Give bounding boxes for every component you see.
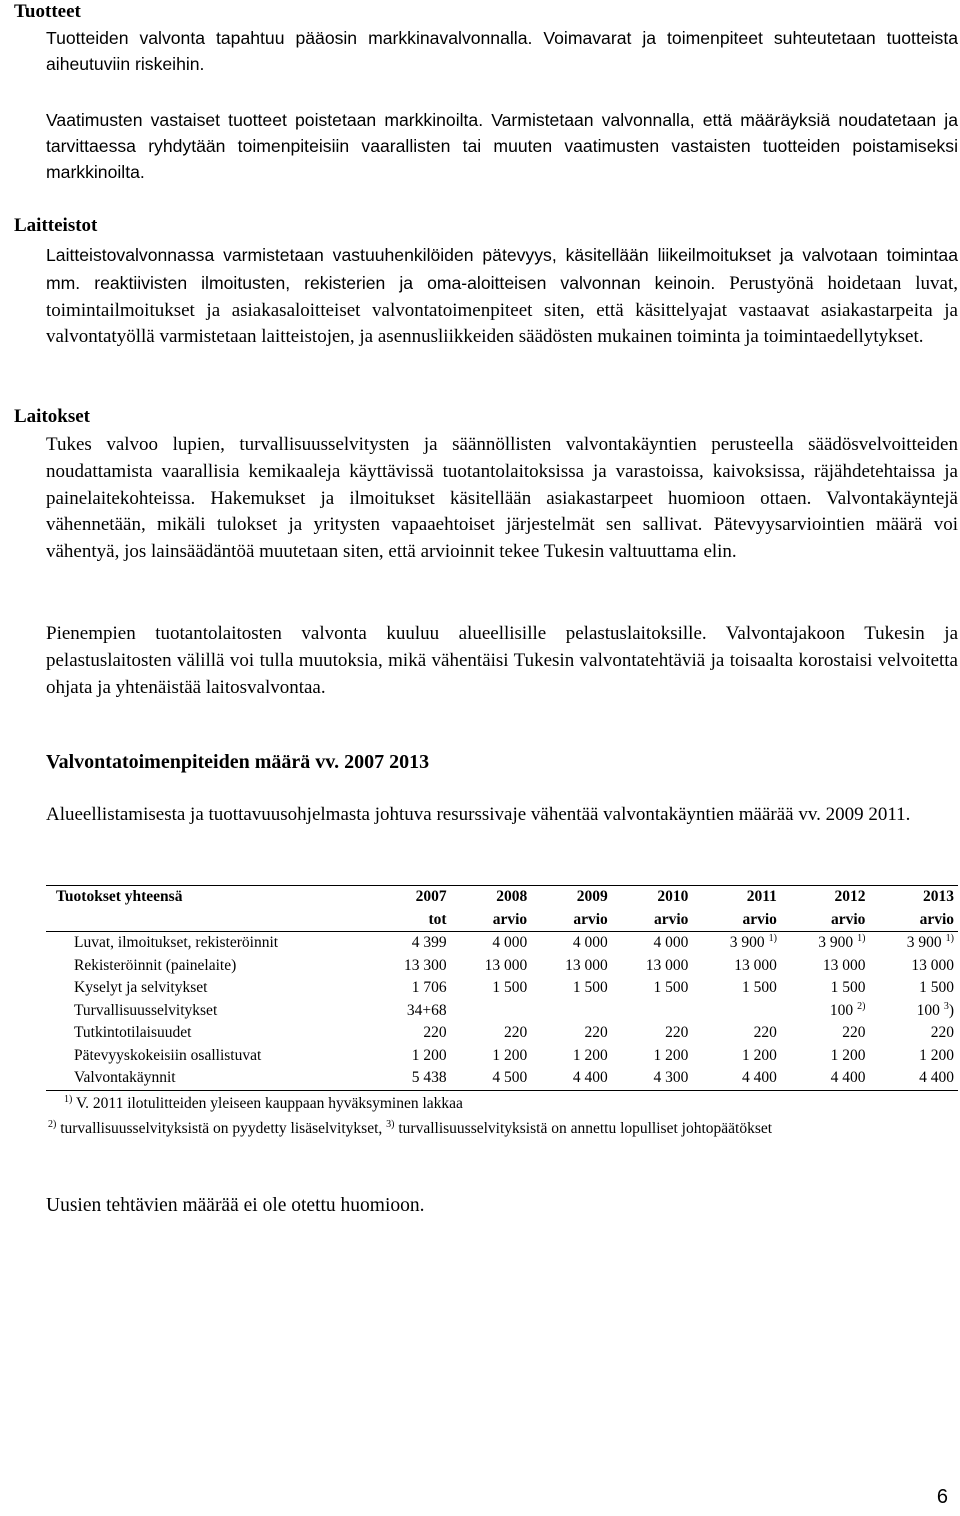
table-cell	[531, 932, 612, 955]
table-cell	[612, 977, 693, 1000]
cell-footnote-mark: 1)	[945, 933, 954, 944]
table-cell	[612, 932, 693, 955]
cell-value: 1 200	[919, 1046, 954, 1064]
cell-value: 4 000	[653, 934, 689, 951]
table-cell	[451, 955, 532, 978]
heading-laitteistot: Laitteistot	[14, 215, 98, 236]
table-cell	[451, 1045, 532, 1068]
table-cell	[451, 1022, 532, 1045]
table-row	[46, 977, 958, 1000]
table-cell	[370, 977, 451, 1000]
cell-value: 1 500	[919, 979, 954, 996]
cell-footnote-close: )	[948, 1001, 954, 1019]
table-cell	[370, 955, 451, 978]
closing-note: Uusien tehtävien määrää ei ole otettu huomioon.	[46, 1195, 425, 1216]
heading-laitokset: Laitokset	[14, 406, 90, 427]
cell-value: 1 706	[411, 979, 447, 996]
status-header: arvio	[531, 909, 612, 932]
table-cell	[612, 1000, 693, 1023]
table-cell	[781, 1000, 870, 1023]
table-cell	[370, 1045, 451, 1068]
footnotes	[48, 1091, 954, 1141]
cell-value: 100	[916, 1001, 940, 1019]
table-cell	[781, 932, 870, 955]
table-cell	[869, 1000, 958, 1023]
footnote-1	[64, 1091, 954, 1116]
table-cell	[692, 1000, 781, 1023]
page-number: 6	[936, 1486, 948, 1508]
cell-value: 4 500	[492, 1069, 528, 1086]
table-cell	[869, 955, 958, 978]
cell-value: 3 900	[729, 934, 765, 951]
cell-value: 1 500	[742, 979, 777, 996]
table-cell	[692, 1022, 781, 1045]
status-header: arvio	[692, 909, 781, 932]
cell-value: 220	[665, 1024, 689, 1041]
cell-footnote-mark: 1)	[857, 933, 866, 944]
laitteistot-paragraph	[46, 242, 958, 351]
row-label: Rekisteröinnit (painelaite)	[74, 956, 237, 974]
status-header: arvio	[612, 909, 693, 932]
footnote-2-text: turvallisuusselvityksistä on pyydetty lisäselvitykset,	[60, 1120, 383, 1137]
cell-value: 13 000	[565, 956, 608, 974]
cell-footnote-mark: 2)	[857, 1000, 866, 1012]
table-cell	[612, 1045, 693, 1068]
year-header: 2013	[869, 886, 958, 909]
cell-value: 5 438	[411, 1069, 447, 1086]
footnote-2-mark: 2)	[48, 1119, 57, 1130]
table-cell	[692, 955, 781, 978]
cell-value: 1 200	[653, 1046, 689, 1064]
measures-intro: Alueellistamisesta ja tuottavuusohjelmasta johtuva resurssivaje vähentää valvontakäyntien määrää vv. 2009 2011.	[46, 804, 911, 825]
measures-title: Valvontatoimenpiteiden määrä vv. 2007 2013	[46, 751, 430, 773]
laitokset-paragraph-2: Pienempien tuotantolaitosten valvonta kuuluu alueellisille pelastuslaitoksille. Valvontajakoon Tukesin ja pelastuslaitosten välillä voi tulla muutoksia, mikä vähentäisi Tukesin valvontatehtäviä ja toisaalta korostaisi velvoitetta ohjata ja yhtenäistää laitosvalvontaa.	[46, 623, 958, 698]
table-cell	[531, 1022, 612, 1045]
table-row	[46, 955, 958, 978]
cell-value: 1 500	[830, 979, 866, 996]
footnote-3-text: turvallisuusselvityksistä on annettu lopulliset johtopäätökset	[398, 1120, 773, 1137]
footnote-3-mark: 3)	[386, 1119, 395, 1130]
cell-value: 3 900	[818, 934, 854, 951]
cell-value: 4 400	[830, 1069, 866, 1086]
row-label: Valvontakäynnit	[46, 1067, 370, 1090]
table-cell	[531, 1000, 612, 1023]
table-cell	[370, 1000, 451, 1023]
row-label: Kyselyt ja selvitykset	[74, 979, 208, 996]
table-cell	[781, 1067, 870, 1090]
cell-value: 4 400	[572, 1069, 608, 1086]
row-label: Turvallisuusselvitykset	[74, 1001, 218, 1019]
table-cell	[781, 955, 870, 978]
laitteistot-paragraph-2: Perustyönä hoidetaan luvat, toimintailmoitukset ja asiakasaloitteiset valvontatoimenpiteet siten, että käsittelyajat vastaavat asiakastarpeita ja valvontatyöllä varmistetaan laitteistojen, ja asennusliikkeiden säädösten mukainen toiminta ja toimintaedellytykset.	[46, 272, 958, 348]
row-label: Tutkintotilaisuudet	[74, 1024, 192, 1041]
cell-value: 1 200	[742, 1046, 777, 1064]
output-table	[46, 885, 958, 1091]
table-cell	[531, 1045, 612, 1068]
cell-value: 1 200	[492, 1046, 528, 1064]
cell-value: 220	[584, 1024, 608, 1041]
cell-value: 220	[503, 1024, 528, 1041]
table-cell	[531, 1067, 612, 1090]
table-cell	[370, 932, 451, 955]
row-label: Pätevyyskokeisiin osallistuvat	[74, 1046, 262, 1064]
footnote-1-mark: 1)	[64, 1094, 73, 1105]
cell-value: 13 000	[484, 956, 528, 974]
cell-footnote-mark: 1)	[768, 933, 777, 944]
table-body	[46, 932, 958, 1091]
cell-value: 4 300	[653, 1069, 689, 1086]
table-cell	[869, 932, 958, 955]
cell-value: 4 000	[492, 934, 528, 951]
cell-value: 13 000	[734, 956, 777, 974]
table-row	[46, 1067, 958, 1090]
table-cell	[612, 1022, 693, 1045]
table-header-status	[46, 909, 958, 932]
status-header: arvio	[869, 909, 958, 932]
cell-value: 1 200	[411, 1046, 447, 1064]
table-cell	[692, 1045, 781, 1068]
cell-value: 3 900	[906, 934, 942, 951]
table-row	[46, 932, 958, 955]
table-cell	[451, 977, 532, 1000]
table-cell	[370, 1022, 451, 1045]
table-cell	[869, 977, 958, 1000]
cell-value: 4 399	[411, 934, 447, 951]
year-header: 2008	[451, 886, 532, 909]
table-row	[46, 1022, 958, 1045]
table-cell	[781, 977, 870, 1000]
cell-value: 1 200	[572, 1046, 608, 1064]
heading-tuotteet: Tuotteet	[14, 1, 81, 22]
table-cell	[692, 977, 781, 1000]
year-header: 2011	[692, 886, 781, 909]
cell-value: 4 400	[919, 1069, 954, 1086]
cell-value: 4 400	[742, 1069, 777, 1086]
status-header: arvio	[451, 909, 532, 932]
table-cell	[692, 1067, 781, 1090]
table-cell	[781, 1045, 870, 1068]
table-cell	[370, 1067, 451, 1090]
cell-value: 220	[753, 1024, 777, 1041]
table-header-years	[46, 886, 958, 909]
table-cell	[612, 1067, 693, 1090]
cell-value: 1 200	[830, 1046, 866, 1064]
cell-value: 1 500	[653, 979, 689, 996]
table-cell	[531, 955, 612, 978]
laitteistot-paragraph-1: Laitteistovalvonnassa varmistetaan vastuuhenkilöiden pätevyys, käsitellään liikeilmoitukset ja valvotaan toimintaa mm. reaktiivisten ilmoitusten, rekisterien ja oma-aloitteisen valvonnan keinoin.	[46, 245, 958, 293]
table-cell	[451, 1000, 532, 1023]
table-cell	[692, 932, 781, 955]
cell-value: 220	[842, 1024, 866, 1041]
cell-value: 220	[930, 1024, 954, 1041]
status-header: tot	[370, 909, 451, 932]
table-cell	[531, 977, 612, 1000]
cell-value: 4 000	[572, 934, 608, 951]
cell-value: 1 500	[492, 979, 528, 996]
year-header: 2007	[370, 886, 451, 909]
table-header-blank	[46, 909, 370, 932]
cell-footnote-mark: 3	[943, 1000, 949, 1012]
table-cell	[781, 1022, 870, 1045]
table-header-label: Tuotokset yhteensä	[46, 886, 370, 909]
cell-value: 100	[829, 1001, 854, 1019]
cell-value: 13 000	[911, 956, 954, 974]
year-header: 2012	[781, 886, 870, 909]
year-header: 2010	[612, 886, 693, 909]
cell-value: 220	[423, 1024, 447, 1041]
table-cell	[451, 932, 532, 955]
table-row	[46, 1000, 958, 1023]
cell-value: 1 500	[572, 979, 608, 996]
status-header: arvio	[781, 909, 870, 932]
laitokset-paragraph-1: Tukes valvoo lupien, turvallisuusselvitysten ja säännöllisten valvontakäyntien perusteella säädösvelvoitteiden noudattamista vaarallisia kemikaaleja käyttävissä tuotantolaitoksissa ja varastoissa, kaivoksissa, räjähdetehtaissa ja painelaitekohteissa. Hakemukset ja ilmoitukset käsitellään asiakastarpeet huomioon ottaen. Valvontakäyntejä vähennetään, mikäli tulokset ja yritysten vapaaehtoiset järjestelmät sen sallivat. Pätevyysarviointien määrä voi vähentyä, jos lainsäädäntöä muutetaan siten, että arvioinnit tekee Tukesin valtuuttama elin.	[46, 434, 958, 563]
tuotteet-paragraph-2: Vaatimusten vastaiset tuotteet poistetaan markkinoilta. Varmistetaan valvonnalla, että määräyksiä noudatetaan ja tarvittaessa ryhdytään toimenpiteisiin vaarallisten tai muuten vaatimusten vastaisten tuotteiden poistamiseksi markkinoilta.	[46, 110, 958, 183]
table-cell	[451, 1067, 532, 1090]
footnote-1-text: V. 2011 ilotulitteiden yleiseen kauppaan hyväksyminen lakkaa	[75, 1095, 463, 1112]
cell-value: 34+68	[406, 1001, 447, 1019]
row-label: Luvat, ilmoitukset, rekisteröinnit	[74, 934, 279, 951]
table-row	[46, 1045, 958, 1068]
footnote-2	[48, 1116, 954, 1141]
cell-value: 13 300	[403, 956, 447, 974]
table-cell	[869, 1022, 958, 1045]
year-header: 2009	[531, 886, 612, 909]
table-cell	[869, 1045, 958, 1068]
tuotteet-paragraph-1: Tuotteiden valvonta tapahtuu pääosin markkinavalvonnalla. Voimavarat ja toimenpiteet suhteutetaan tuotteista aiheutuviin riskeihin.	[46, 28, 958, 75]
cell-value: 13 000	[822, 956, 866, 974]
table-cell	[612, 955, 693, 978]
cell-value: 13 000	[645, 956, 689, 974]
table-cell	[869, 1067, 958, 1090]
